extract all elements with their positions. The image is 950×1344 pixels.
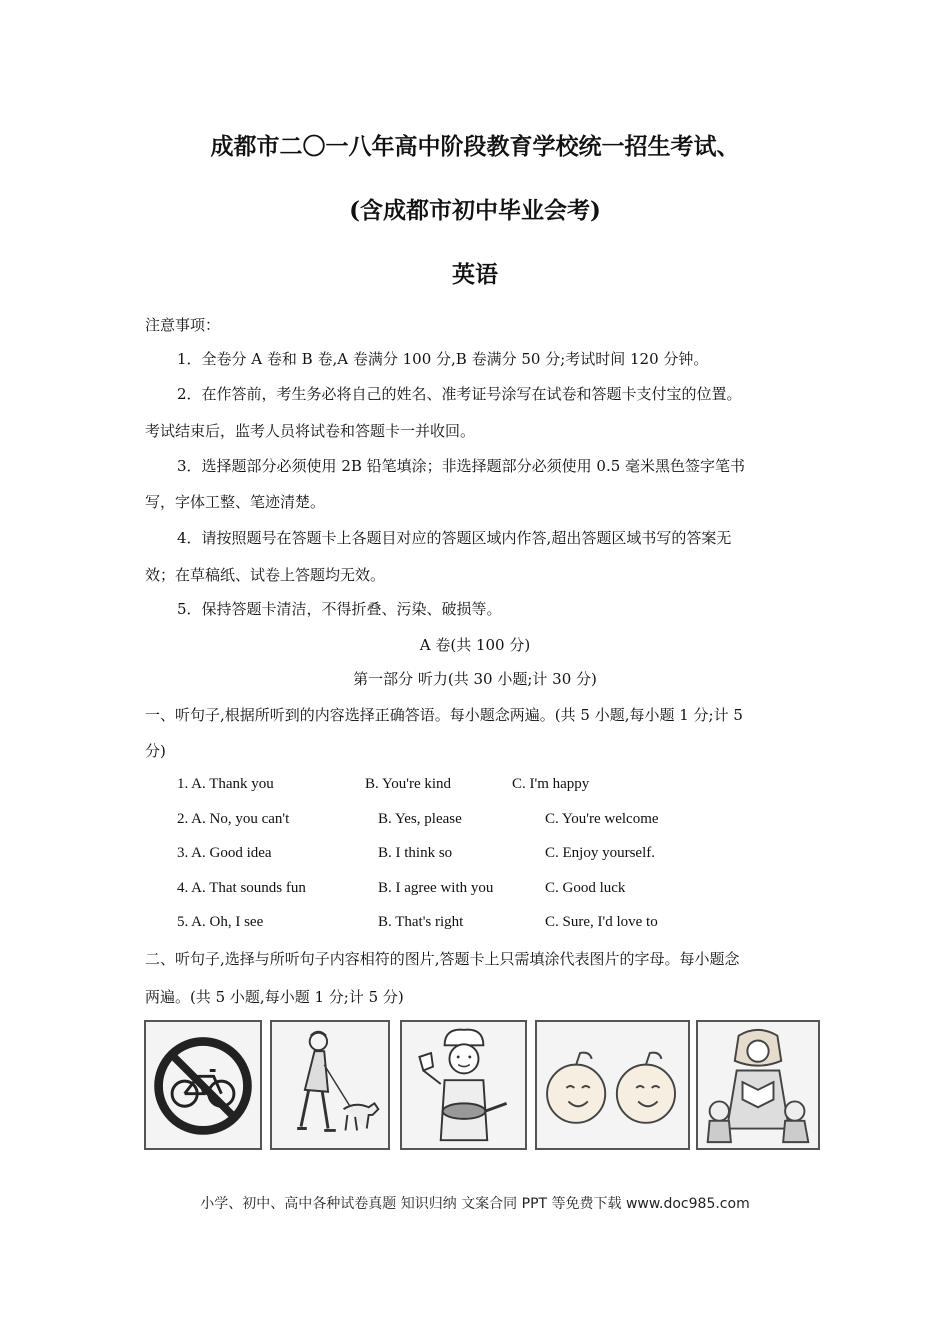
q1-instructions: 一、听句子,根据所听到的内容选择正确答语。每小题念两遍。(共 5 小题,每小题 1 分;计 5 bbox=[145, 706, 743, 724]
q2-instructions-cont: 两遍。(共 5 小题,每小题 1 分;计 5 分) bbox=[145, 988, 404, 1006]
notice-item-3: 3．选择题部分必须使用 2B 铅笔填涂；非选择题部分必须使用 0.5 毫米黑色签字笔书 bbox=[177, 457, 746, 475]
option-b: B. That's right bbox=[378, 914, 464, 930]
picture-oranges bbox=[535, 1020, 690, 1150]
option-c: C. Enjoy yourself. bbox=[545, 845, 655, 861]
q1-instructions-cont: 分) bbox=[145, 742, 166, 760]
part1-title: 第一部分 听力(共 30 小题;计 30 分) bbox=[353, 670, 597, 688]
picture-man-walking-dog bbox=[270, 1020, 390, 1150]
notice-item-5: 5．保持答题卡清洁，不得折叠、污染、破损等。 bbox=[177, 600, 502, 618]
picture-no-bicycle bbox=[144, 1020, 262, 1150]
option-b: B. Yes, please bbox=[378, 811, 462, 827]
picture-reading bbox=[696, 1020, 820, 1150]
notice-item-2: 2．在作答前，考生务必将自己的姓名、准考证号涂写在试卷和答题卡支付宝的位置。 bbox=[177, 385, 742, 403]
option-a: 4. A. That sounds fun bbox=[177, 880, 306, 896]
option-a: 3. A. Good idea bbox=[177, 845, 272, 861]
notice-item-1: 1．全卷分 A 卷和 B 卷,A 卷满分 100 分,B 卷满分 50 分;考试时间 120 分钟。 bbox=[177, 350, 709, 368]
exam-title: 成都市二〇一八年高中阶段教育学校统一招生考试、 bbox=[210, 133, 740, 160]
footer-text: 小学、初中、高中各种试卷真题 知识归纳 文案合同 PPT 等免费下载 www.doc985.com bbox=[200, 1196, 750, 1212]
option-a: 5. A. Oh, I see bbox=[177, 914, 264, 930]
option-a: 1. A. Thank you bbox=[177, 776, 274, 792]
notice-item-4: 4．请按照题号在答题卡上各题目对应的答题区域内作答,超出答题区域书写的答案无 bbox=[177, 529, 732, 547]
woman-reading-to-children-icon bbox=[698, 1022, 818, 1148]
q2-instructions: 二、听句子,选择与所听句子内容相符的图片,答题卡上只需填涂代表图片的字母。每小题念 bbox=[145, 950, 740, 968]
option-a: 2. A. No, you can't bbox=[177, 811, 290, 827]
section-a-title: A 卷(共 100 分) bbox=[419, 636, 531, 654]
notice-item-3-cont: 写，字体工整、笔迹清楚。 bbox=[145, 493, 326, 511]
picture-cook bbox=[400, 1020, 527, 1150]
notice-item-2-cont: 考试结束后，监考人员将试卷和答题卡一并收回。 bbox=[145, 422, 476, 440]
no-bicycle-sign-icon bbox=[146, 1022, 260, 1148]
option-c: C. I'm happy bbox=[512, 776, 590, 792]
subject-title: 英语 bbox=[452, 261, 498, 288]
option-c: C. Sure, I'd love to bbox=[545, 914, 658, 930]
option-b: B. I think so bbox=[378, 845, 453, 861]
option-b: B. You're kind bbox=[365, 776, 452, 792]
option-c: C. Good luck bbox=[545, 880, 626, 896]
notice-item-4-cont: 效；在草稿纸、试卷上答题均无效。 bbox=[145, 566, 386, 584]
option-b: B. I agree with you bbox=[378, 880, 494, 896]
smiling-oranges-icon bbox=[537, 1022, 688, 1148]
exam-subtitle: (含成都市初中毕业会考) bbox=[349, 197, 601, 224]
option-c: C. You're welcome bbox=[545, 811, 659, 827]
man-walking-dog-icon bbox=[272, 1022, 388, 1148]
cook-with-pan-icon bbox=[402, 1022, 525, 1148]
notice-heading: 注意事项： bbox=[145, 316, 221, 334]
